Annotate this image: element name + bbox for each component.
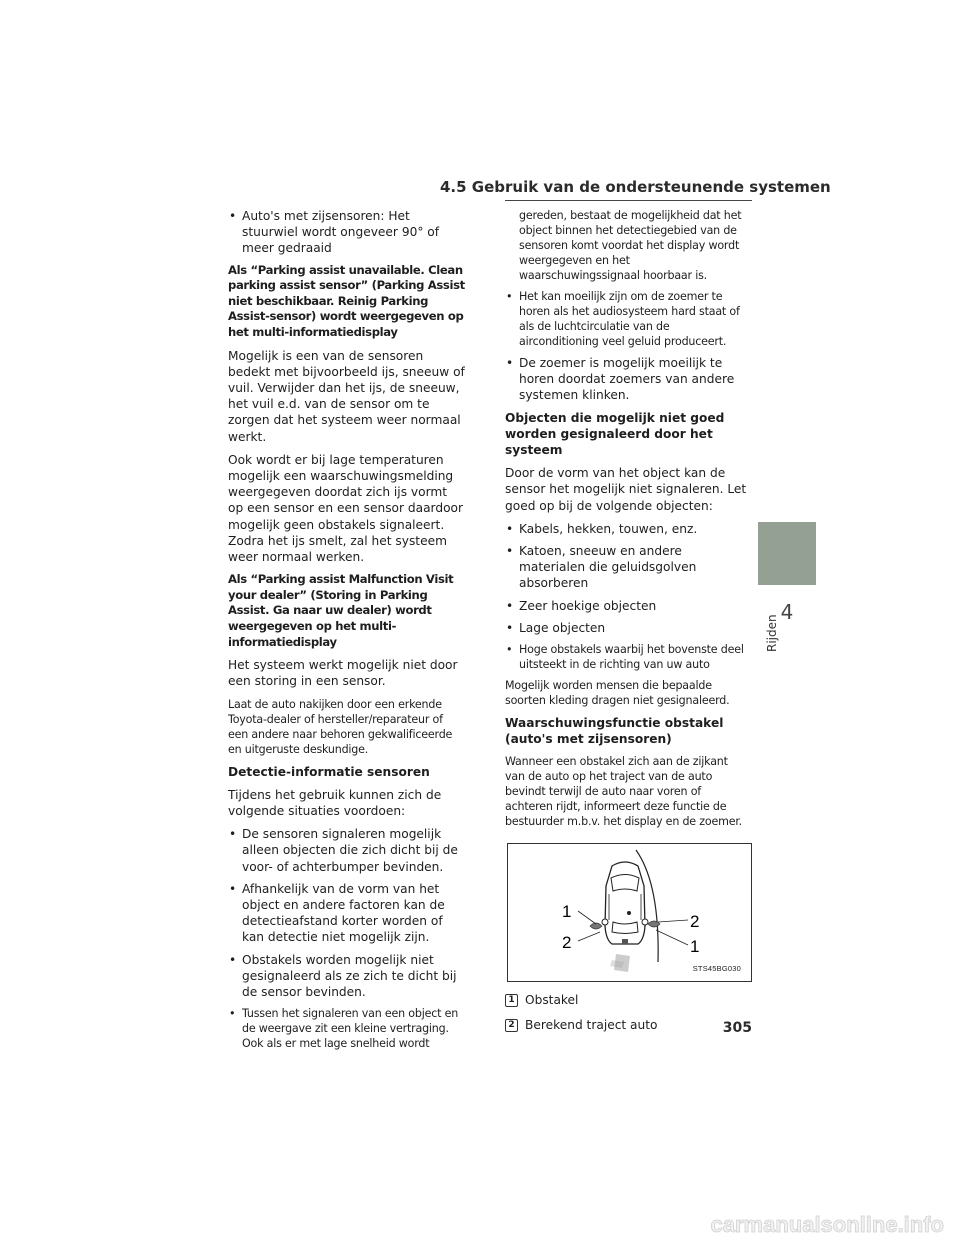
bullet-absorbing-materials: • Katoen, sneeuw en andere materialen die geluidsgolven absorberen xyxy=(505,543,750,592)
chapter-number: 4 xyxy=(780,600,794,624)
paragraph-malfunction: Het systeem werkt mogelijk niet door een storing in een sensor. xyxy=(228,658,458,689)
bullet-shape-distance: • Afhankelijk van de vorm van het object en andere factoren kan de detectieafstand korter worden of kan detectie niet mogelijk zijn. xyxy=(228,881,466,946)
bullet-delay: • Tussen het signaleren van een object en de weergave zit een kleine vertraging. Ook als er met lage snelheid wordt xyxy=(228,1006,466,1051)
legend-label: Berekend traject auto xyxy=(525,1017,658,1032)
left-column xyxy=(228,208,466,1057)
bullet-too-close: • Obstakels worden mogelijk niet gesignaleerd als ze zich te dicht bij de sensor bevinden. xyxy=(228,952,466,1001)
callout-1-left: 1 xyxy=(562,902,572,922)
heading-malfunction: Als “Parking assist Malfunction Visit your dealer” (Storing in Parking Assist. Ga naar uw dealer) wordt weergegeven op het multi-informatiedisplay xyxy=(228,572,454,649)
paragraph-object-shape: Door de vorm van het object kan de sensor het mogelijk niet signaleren. Let goed op bij de volgende objecten: xyxy=(505,466,747,513)
paragraph-side-warning: Wanneer een obstakel zich aan de zijkant van de auto op het traject van de auto bevindt terwijl de auto naar voren of achteren rijdt, informeert deze functie de bestuurder m.b.v. het display en de zoemer. xyxy=(505,755,742,829)
bullet-cables: • Kabels, hekken, touwen, enz. xyxy=(505,521,750,537)
side-sensor-figure xyxy=(507,843,752,982)
heading-clean-sensor: Als “Parking assist unavailable. Clean parking assist sensor” (Parking Assist niet beschikbaar. Reinig Parking Assist-sensor) wordt weergegeven op het multi-informatiedisplay xyxy=(228,262,465,339)
figure-code: STS45BG030 xyxy=(692,964,741,974)
watermark xyxy=(0,1210,960,1242)
paragraph-clothing: Mogelijk worden mensen die bepaalde soorten kleding dragen niet gesignaleerd. xyxy=(505,679,730,708)
page-number: 305 xyxy=(722,1020,752,1036)
right-column xyxy=(505,208,750,1041)
chapter-label: Rijden xyxy=(765,614,779,652)
bullet-intro: • Auto's met zijsensoren: Het stuurwiel wordt ongeveer 90° of meer gedraaid xyxy=(228,208,466,257)
header-title: 4.5 Gebruik van de ondersteunende systemen xyxy=(440,178,831,196)
bullet-high-obstacles: • Hoge obstakels waarbij het bovenste deel uitsteekt in de richting van uw auto xyxy=(505,642,750,672)
callout-2-left: 2 xyxy=(562,933,572,953)
header-rule xyxy=(505,200,752,201)
callout-1-right: 1 xyxy=(690,937,700,957)
bullet-low-objects: • Lage objecten xyxy=(505,620,750,636)
reverse-arrow xyxy=(610,954,630,972)
car-top-view xyxy=(602,862,648,944)
heading-detection-info: Detectie-informatie sensoren xyxy=(228,764,430,779)
paragraph-low-temperature: Ook wordt er bij lage temperaturen mogelijk een waarschuwingsmelding weergegeven doordat zich ijs vormt op een sensor en een sensor daardoor mogelijk geen obstakels signaleert. Zodra het ijs smelt, zal het systeem weer normaal werken. xyxy=(228,452,464,565)
bullet-delay-continued: gereden, bestaat de mogelijkheid dat het object binnen het detectiegebied van de sensoren komt voordat het display wordt weergegeven en het waarschuwingssignaal hoorbaar is. xyxy=(519,209,742,282)
legend-label: Obstakel xyxy=(525,993,579,1008)
bullet-angular-objects: • Zeer hoekige objecten xyxy=(505,598,750,614)
bullet-other-buzzers: • De zoemer is mogelijk moeilijk te horen doordat zoemers van andere systemen klinken. xyxy=(505,355,750,404)
legend-number: 1 xyxy=(505,994,518,1007)
bullet-close-objects: • De sensoren signaleren mogelijk alleen objecten die zich dicht bij de voor- of achterbumper bevinden. xyxy=(228,826,466,875)
paragraph-dealer: Laat de auto nakijken door een erkende Toyota-dealer of hersteller/reparateur of een andere naar behoren gekwalificeerde en uitgeruste deskundige. xyxy=(228,697,453,756)
paragraph-situations: Tijdens het gebruik kunnen zich de volgende situaties voordoen: xyxy=(228,787,442,818)
callout-2-right: 2 xyxy=(690,912,700,932)
heading-side-warning: Waarschuwingsfunctie obstakel (auto's met zijsensoren) xyxy=(505,716,724,747)
svg-text:carmanualsonline.info: carmanualsonline.info xyxy=(710,1212,944,1237)
legend-number: 2 xyxy=(505,1019,518,1032)
chapter-tab xyxy=(758,522,816,585)
legend-item-obstacle xyxy=(505,992,750,1008)
paragraph-sensor-covered: Mogelijk is een van de sensoren bedekt met bijvoorbeeld ijs, sneeuw of vuil. Verwijder dan het ijs, de sneeuw, het vuil e.d. van de sensor om te zorgen dat het systeem weer normaal werkt. xyxy=(228,348,465,444)
heading-undetected-objects: Objecten die mogelijk niet goed worden gesignaleerd door het systeem xyxy=(505,410,725,458)
bullet-audio-loud: • Het kan moeilijk zijn om de zoemer te horen als het audiosysteem hard staat of als de luchtcirculatie van de airconditioning veel geluid produceert. xyxy=(505,289,750,349)
